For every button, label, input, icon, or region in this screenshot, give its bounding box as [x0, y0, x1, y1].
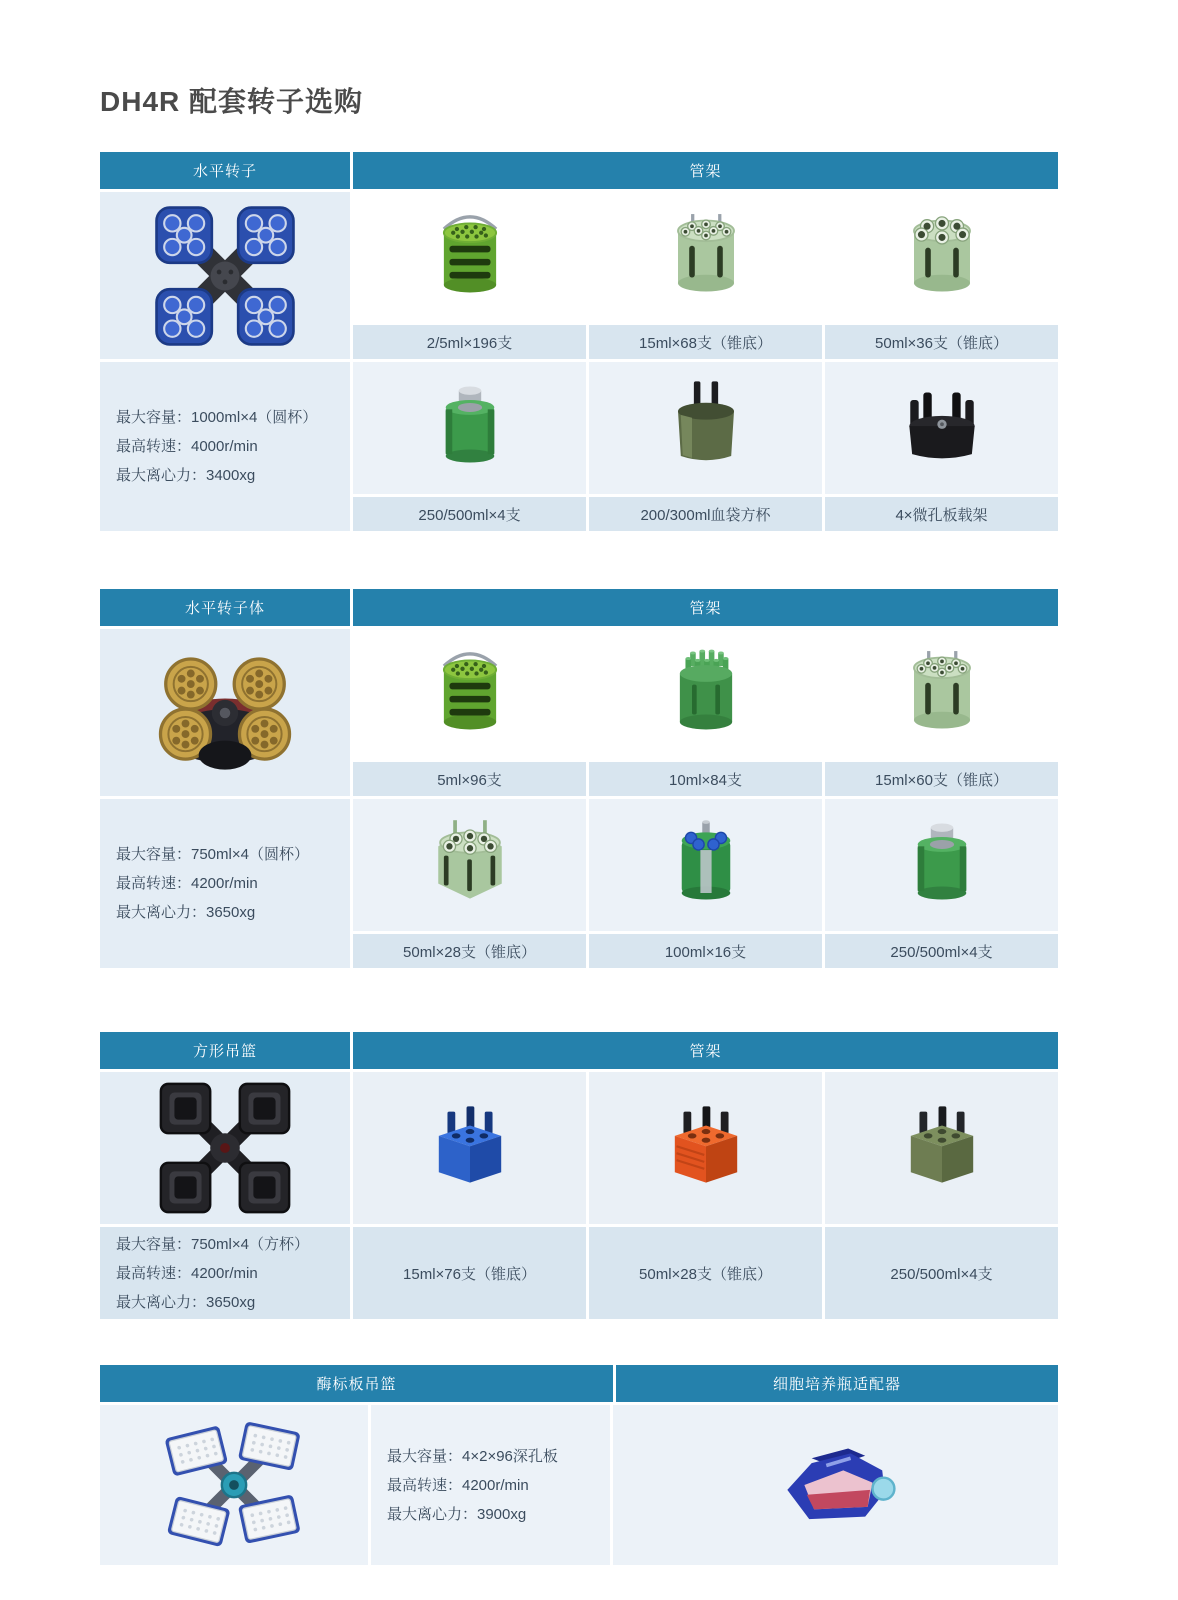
spec-speed: 最高转速：4200r/min — [387, 1476, 529, 1494]
rack-caption-cell — [353, 762, 586, 796]
section-horizontal-rotor-body — [100, 589, 1058, 968]
rack-image-cell — [353, 629, 586, 759]
microplate-carrier-icon — [161, 1412, 307, 1558]
spec-capacity: 最大容量：750ml×4（方杯） — [116, 1235, 309, 1253]
bucket-cross-black-icon — [151, 1074, 299, 1222]
rack-caption: 15ml×76支（锥底） — [403, 1265, 536, 1283]
microplate-specs — [371, 1405, 610, 1565]
rack-image-cell — [589, 1072, 822, 1224]
rack-caption-cell — [825, 325, 1058, 359]
rotor-body-specs — [100, 799, 350, 968]
rack-caption-cell — [825, 934, 1058, 968]
rack-image-cell — [589, 799, 822, 931]
header-racks-2: 管架 — [353, 589, 1058, 626]
rack-image-cell — [825, 629, 1058, 759]
blue-square-rack-icon — [418, 1096, 522, 1200]
rack-image-cell — [353, 362, 586, 494]
rack-100ml-icon — [650, 809, 762, 921]
header-horizontal-rotor: 水平转子 — [100, 152, 350, 189]
header-microplate-bucket: 酶标板吊篮 — [100, 1365, 613, 1402]
square-bucket-image-cell — [100, 1072, 350, 1224]
rack-image-cell — [589, 362, 822, 494]
rotor-image-cell — [100, 192, 350, 359]
section4-header-row — [100, 1365, 1058, 1402]
square-bucket-specs — [100, 1227, 350, 1319]
rotor-body-gold-icon — [146, 634, 304, 792]
flask-adapter-image-cell — [613, 1405, 1058, 1565]
section-square-bucket — [100, 1032, 1058, 1319]
microplate-carrier-black-icon — [886, 372, 998, 484]
rack-15ml-60-icon — [886, 638, 998, 750]
rack-caption: 250/500ml×4支 — [890, 943, 993, 961]
bottle-adapter-icon — [414, 372, 526, 484]
flask-adapter-icon — [763, 1412, 909, 1558]
rack-image-cell — [353, 799, 586, 931]
rack-image-cell — [825, 192, 1058, 322]
rack-caption: 15ml×68支（锥底） — [639, 334, 772, 352]
blood-bag-cup-icon — [650, 372, 762, 484]
rack-caption-cell — [589, 762, 822, 796]
rack-caption: 10ml×84支 — [669, 771, 742, 789]
rack-caption-cell — [589, 325, 822, 359]
rack-caption: 250/500ml×4支 — [418, 506, 521, 524]
rack-5ml-icon — [414, 638, 526, 750]
microplate-carrier-image-cell — [100, 1405, 368, 1565]
rack-caption: 250/500ml×4支 — [890, 1265, 993, 1283]
rack-10ml-icon — [650, 638, 762, 750]
rack-image-cell — [353, 192, 586, 322]
header-square-bucket: 方形吊篮 — [100, 1032, 350, 1069]
rack-image-cell — [825, 799, 1058, 931]
rotor-body-image-cell — [100, 629, 350, 796]
spec-rcf: 最大离心力：3400xg — [116, 467, 256, 484]
rack-caption: 15ml×60支（锥底） — [875, 771, 1008, 789]
rack-caption-cell — [353, 497, 586, 531]
spec-rcf: 最大离心力：3900xg — [387, 1505, 527, 1523]
section1-body — [100, 192, 1058, 531]
section1-header-row — [100, 152, 1058, 189]
rack-caption: 5ml×96支 — [437, 771, 502, 789]
rack-caption: 100ml×16支 — [664, 943, 747, 961]
spec-capacity: 最大容量：1000ml×4（圆杯） — [116, 409, 318, 426]
section4-body — [100, 1405, 1058, 1565]
spec-rcf: 最大离心力：3650xg — [116, 904, 256, 921]
rack-caption: 2/5ml×196支 — [426, 334, 513, 352]
header-flask-adapter: 细胞培养瓶适配器 — [616, 1365, 1058, 1402]
spec-capacity: 最大容量：750ml×4（圆杯） — [116, 846, 309, 863]
rack-image-cell — [825, 1072, 1058, 1224]
olive-square-rack-icon — [890, 1096, 994, 1200]
orange-square-rack-icon — [654, 1096, 758, 1200]
rack-caption-cell — [353, 1227, 586, 1319]
rack-caption-cell — [353, 934, 586, 968]
rack-caption: 200/300ml血袋方杯 — [640, 506, 771, 524]
spec-capacity: 最大容量：4×2×96深孔板 — [387, 1447, 558, 1465]
rotor-swing-blue-icon — [146, 197, 304, 355]
rack-image-cell — [825, 362, 1058, 494]
page-title: DH4R 配套转子选购 — [100, 86, 364, 117]
rack-50ml-28-icon — [414, 809, 526, 921]
rack-caption-cell — [589, 1227, 822, 1319]
header-racks-1: 管架 — [353, 152, 1058, 189]
rotor-specs — [100, 362, 350, 531]
section2-header-row — [100, 589, 1058, 626]
header-horizontal-rotor-body: 水平转子体 — [100, 589, 350, 626]
section-horizontal-rotor — [100, 152, 1058, 531]
spec-rcf: 最大离心力：3650xg — [116, 1293, 256, 1311]
rack-caption: 50ml×28支（锥底） — [639, 1265, 772, 1283]
rack-50ml-icon — [886, 201, 998, 313]
section3-body — [100, 1072, 1058, 1319]
section3-header-row — [100, 1032, 1058, 1069]
rack-caption-cell — [825, 762, 1058, 796]
bottle-adapter-icon — [886, 809, 998, 921]
rack-caption-cell — [353, 325, 586, 359]
rack-image-cell — [589, 629, 822, 759]
header-racks-3: 管架 — [353, 1032, 1058, 1069]
spec-speed: 最高转速：4200r/min — [116, 1264, 258, 1282]
rack-caption-cell — [825, 497, 1058, 531]
section2-body — [100, 629, 1058, 968]
rack-caption: 50ml×28支（锥底） — [403, 943, 536, 961]
rack-caption-cell — [589, 934, 822, 968]
rack-image-cell — [353, 1072, 586, 1224]
rack-15ml-icon — [650, 201, 762, 313]
rack-caption-cell — [589, 497, 822, 531]
rack-image-cell — [589, 192, 822, 322]
rack-caption-cell — [825, 1227, 1058, 1319]
rack-caption: 50ml×36支（锥底） — [875, 334, 1008, 352]
spec-speed: 最高转速：4200r/min — [116, 875, 258, 892]
section-microplate-flask — [100, 1365, 1058, 1565]
rack-caption: 4×微孔板载架 — [895, 506, 988, 524]
spec-speed: 最高转速：4000r/min — [116, 438, 258, 455]
rack-2-5ml-icon — [414, 201, 526, 313]
